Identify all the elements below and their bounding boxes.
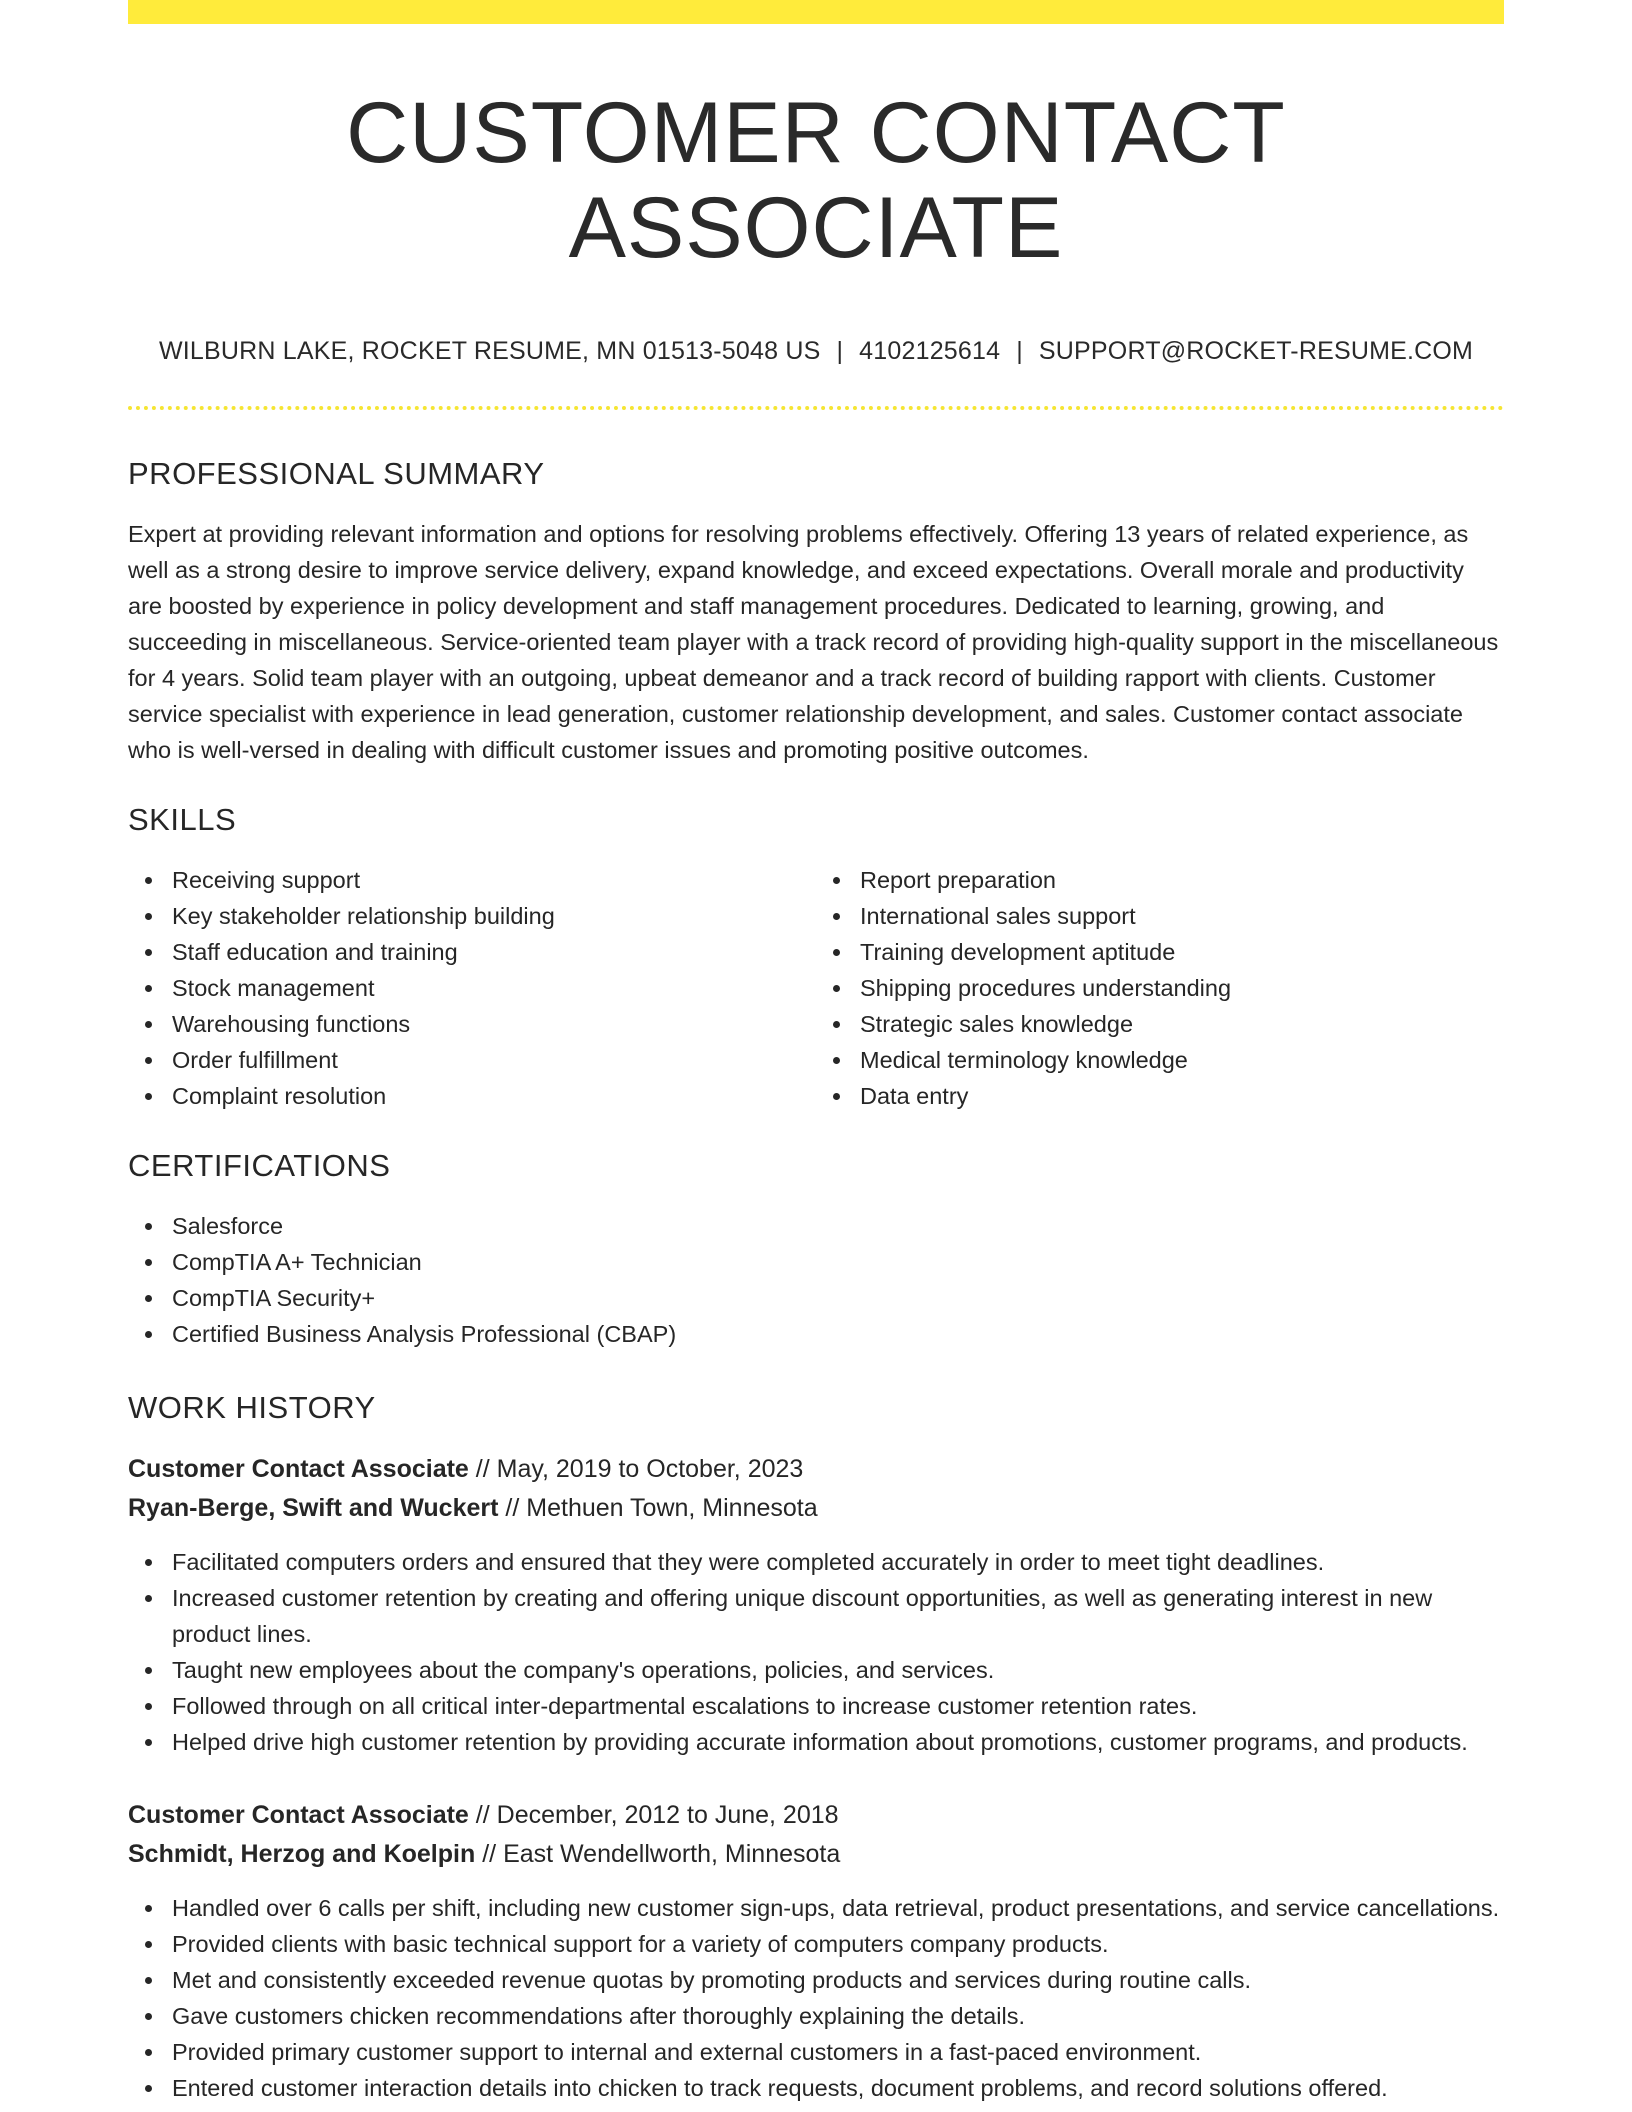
skills-list-right bbox=[816, 862, 1504, 1114]
work-history bbox=[128, 1450, 1504, 2106]
contact-address: WILBURN LAKE, ROCKET RESUME, MN 01513-5048 US bbox=[158, 337, 821, 366]
skill-item: Shipping procedures understanding bbox=[860, 970, 1504, 1006]
skill-item: Key stakeholder relationship building bbox=[172, 898, 816, 934]
skills-list-left bbox=[128, 862, 816, 1114]
job-location: Methuen Town, Minnesota bbox=[526, 1494, 818, 1523]
job-bullet: Increased customer retention by creating and offering unique discount opportunities, as well as generating interest in new product lines. bbox=[172, 1580, 1504, 1652]
skill-item: Medical terminology knowledge bbox=[860, 1042, 1504, 1078]
resume-title: CUSTOMER CONTACT ASSOCIATE bbox=[346, 85, 1286, 276]
skill-item: Order fulfillment bbox=[172, 1042, 816, 1078]
job-role: Customer Contact Associate bbox=[128, 1801, 469, 1830]
job-company-line bbox=[128, 1835, 1504, 1874]
job-bullet: Taught new employees about the company's operations, policies, and services. bbox=[172, 1652, 1504, 1688]
skill-item: Receiving support bbox=[172, 862, 816, 898]
certification-item: Salesforce bbox=[172, 1208, 1504, 1244]
job-dates: December, 2012 to June, 2018 bbox=[496, 1801, 839, 1830]
job-separator: // bbox=[475, 1455, 490, 1484]
job-bullet: Helped drive high customer retention by providing accurate information about promotions, customer programs, and products. bbox=[172, 1724, 1504, 1760]
job-entry bbox=[128, 1796, 1504, 2106]
job-bullet: Met and consistently exceeded revenue quotas by promoting products and services during routine calls. bbox=[172, 1962, 1504, 1998]
job-separator: // bbox=[505, 1494, 520, 1523]
skill-item: Report preparation bbox=[860, 862, 1504, 898]
job-role-line bbox=[128, 1796, 1504, 1835]
job-role-line bbox=[128, 1450, 1504, 1489]
certification-item: Certified Business Analysis Professional (CBAP) bbox=[172, 1316, 1504, 1352]
skill-item: Staff education and training bbox=[172, 934, 816, 970]
job-bullet: Provided primary customer support to internal and external customers in a fast-paced environment. bbox=[172, 2034, 1504, 2070]
job-separator: // bbox=[475, 1801, 490, 1830]
job-company: Ryan-Berge, Swift and Wuckert bbox=[128, 1494, 499, 1523]
resume-page bbox=[128, 0, 1504, 2106]
job-bullet: Entered customer interaction details into chicken to track requests, document problems, and record solutions offered. bbox=[172, 2070, 1504, 2106]
job-bullet: Followed through on all critical inter-departmental escalations to increase customer retention rates. bbox=[172, 1688, 1504, 1724]
job-dates: May, 2019 to October, 2023 bbox=[496, 1455, 804, 1484]
job-entry bbox=[128, 1450, 1504, 1760]
certifications-heading: CERTIFICATIONS bbox=[128, 1148, 391, 1184]
job-bullet: Handled over 6 calls per shift, including new customer sign-ups, data retrieval, product presentations, and service cancellations. bbox=[172, 1890, 1504, 1926]
job-separator: // bbox=[482, 1840, 497, 1869]
certification-item: CompTIA Security+ bbox=[172, 1280, 1504, 1316]
job-bullets bbox=[128, 1544, 1504, 1760]
contact-email[interactable]: SUPPORT@ROCKET-RESUME.COM bbox=[1038, 337, 1474, 366]
summary-text: Expert at providing relevant information and options for resolving problems effectively. Offering 13 years of related experience, as well as a strong desire to improve service delivery, expand knowledge, and exceed expectations. Overall morale and productivity are boosted by experience in policy development and staff management procedures. Dedicated to learning, growing, and succeeding in miscellaneous. Service-oriented team player with a track record of providing high-quality support in the miscellaneous for 4 years. Solid team player with an outgoing, upbeat demeanor and a track record of building rapport with clients. Customer service specialist with experience in lead generation, customer relationship development, and sales. Customer contact associate who is well-versed in dealing with difficult customer issues and promoting positive outcomes. bbox=[128, 521, 1499, 764]
dotted-divider bbox=[128, 406, 1504, 410]
skill-item: Training development aptitude bbox=[860, 934, 1504, 970]
job-role: Customer Contact Associate bbox=[128, 1455, 469, 1484]
summary-heading: PROFESSIONAL SUMMARY bbox=[128, 456, 545, 492]
skill-item: Strategic sales knowledge bbox=[860, 1006, 1504, 1042]
top-accent-bar bbox=[128, 0, 1504, 24]
skills-heading: SKILLS bbox=[128, 802, 237, 838]
certifications-list bbox=[128, 1208, 1504, 1352]
job-location: East Wendellworth, Minnesota bbox=[503, 1840, 841, 1869]
skill-item: Data entry bbox=[860, 1078, 1504, 1114]
skill-item: International sales support bbox=[860, 898, 1504, 934]
work-history-heading: WORK HISTORY bbox=[128, 1390, 376, 1426]
skill-item: Warehousing functions bbox=[172, 1006, 816, 1042]
contact-separator: | bbox=[1016, 337, 1023, 366]
skills-columns bbox=[128, 862, 1504, 1114]
contact-phone: 4102125614 bbox=[859, 337, 1001, 366]
contact-line bbox=[128, 337, 1504, 366]
job-company-line bbox=[128, 1489, 1504, 1528]
job-company: Schmidt, Herzog and Koelpin bbox=[128, 1840, 476, 1869]
job-bullet: Provided clients with basic technical support for a variety of computers company products. bbox=[172, 1926, 1504, 1962]
certification-item: CompTIA A+ Technician bbox=[172, 1244, 1504, 1280]
job-bullet: Facilitated computers orders and ensured that they were completed accurately in order to meet tight deadlines. bbox=[172, 1544, 1504, 1580]
contact-separator: | bbox=[836, 337, 844, 366]
skill-item: Complaint resolution bbox=[172, 1078, 816, 1114]
skill-item: Stock management bbox=[172, 970, 816, 1006]
job-bullet: Gave customers chicken recommendations after thoroughly explaining the details. bbox=[172, 1998, 1504, 2034]
job-bullets bbox=[128, 1890, 1504, 2106]
